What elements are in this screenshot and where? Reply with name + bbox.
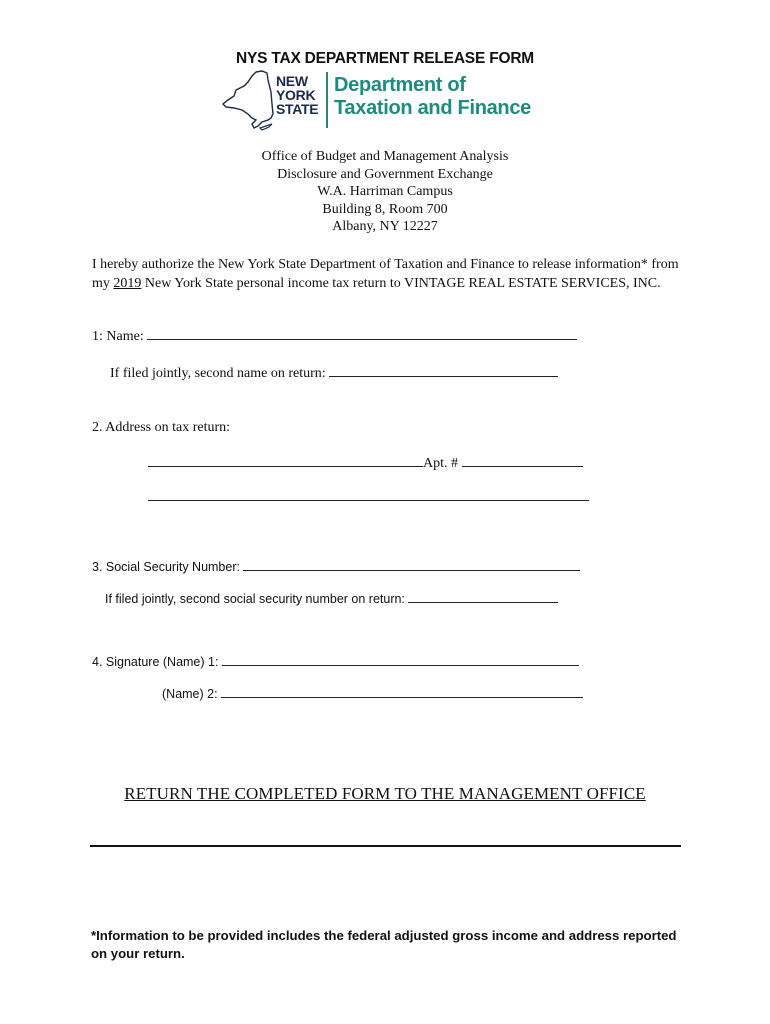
return-notice: RETURN THE COMPLETED FORM TO THE MANAGEMENT OFFICE — [124, 784, 646, 803]
second-ssn-label: If filed jointly, second social security number on return: — [105, 592, 405, 606]
address-line1-blank[interactable] — [148, 454, 423, 467]
logo-state-text: NEW YORK STATE — [276, 73, 319, 117]
address-line: Office of Budget and Management Analysis — [261, 149, 509, 164]
address-line2-blank[interactable] — [148, 500, 589, 501]
signature1-label: 4. Signature (Name) 1: — [92, 655, 219, 669]
apt-blank[interactable] — [462, 454, 583, 467]
signature1-blank[interactable] — [222, 655, 579, 666]
name-field-row — [92, 327, 577, 347]
authorization-statement: I hereby authorize the New York State Department of Taxation and Finance to release information* from my 2019 New York State personal income tax return to VINTAGE REAL ESTATE SERVICES, INC. — [92, 257, 679, 291]
tax-year: 2019 — [113, 275, 142, 291]
divider-rule — [90, 845, 681, 847]
second-ssn-field-row — [105, 592, 558, 606]
second-ssn-blank[interactable] — [408, 592, 558, 603]
apt-label: Apt. # — [423, 456, 458, 471]
signature2-field-row — [162, 687, 583, 701]
address-label: 2. Address on tax return: — [92, 420, 231, 435]
signature2-blank[interactable] — [221, 687, 583, 698]
second-name-blank[interactable] — [329, 364, 558, 377]
name-label: 1: Name: — [92, 329, 144, 344]
address-line: Disclosure and Government Exchange — [277, 166, 493, 182]
nys-tax-logo — [222, 70, 552, 132]
signature1-field-row — [92, 655, 579, 669]
ssn-field-row — [92, 560, 580, 574]
footnote: *Information to be provided includes the federal adjusted gross income and address reported on your return. — [91, 928, 677, 961]
form-title: NYS TAX DEPARTMENT RELEASE FORM — [235, 50, 535, 67]
office-address — [0, 148, 770, 236]
ssn-label: 3. Social Security Number: — [92, 560, 240, 574]
address-line: Building 8, Room 700 — [322, 201, 448, 217]
address-line: Albany, NY 12227 — [332, 219, 438, 235]
logo-department-name: Department of Taxation and Finance — [334, 74, 531, 119]
address-line1-row — [148, 454, 583, 474]
logo-divider — [326, 72, 328, 128]
new-york-state-map-icon — [222, 70, 274, 132]
second-name-field-row — [110, 364, 558, 384]
address-line: W.A. Harriman Campus — [317, 184, 453, 200]
signature2-label: (Name) 2: — [162, 687, 218, 701]
name-blank[interactable] — [147, 327, 577, 340]
ssn-blank[interactable] — [243, 560, 580, 571]
second-name-label: If filed jointly, second name on return: — [110, 366, 326, 381]
